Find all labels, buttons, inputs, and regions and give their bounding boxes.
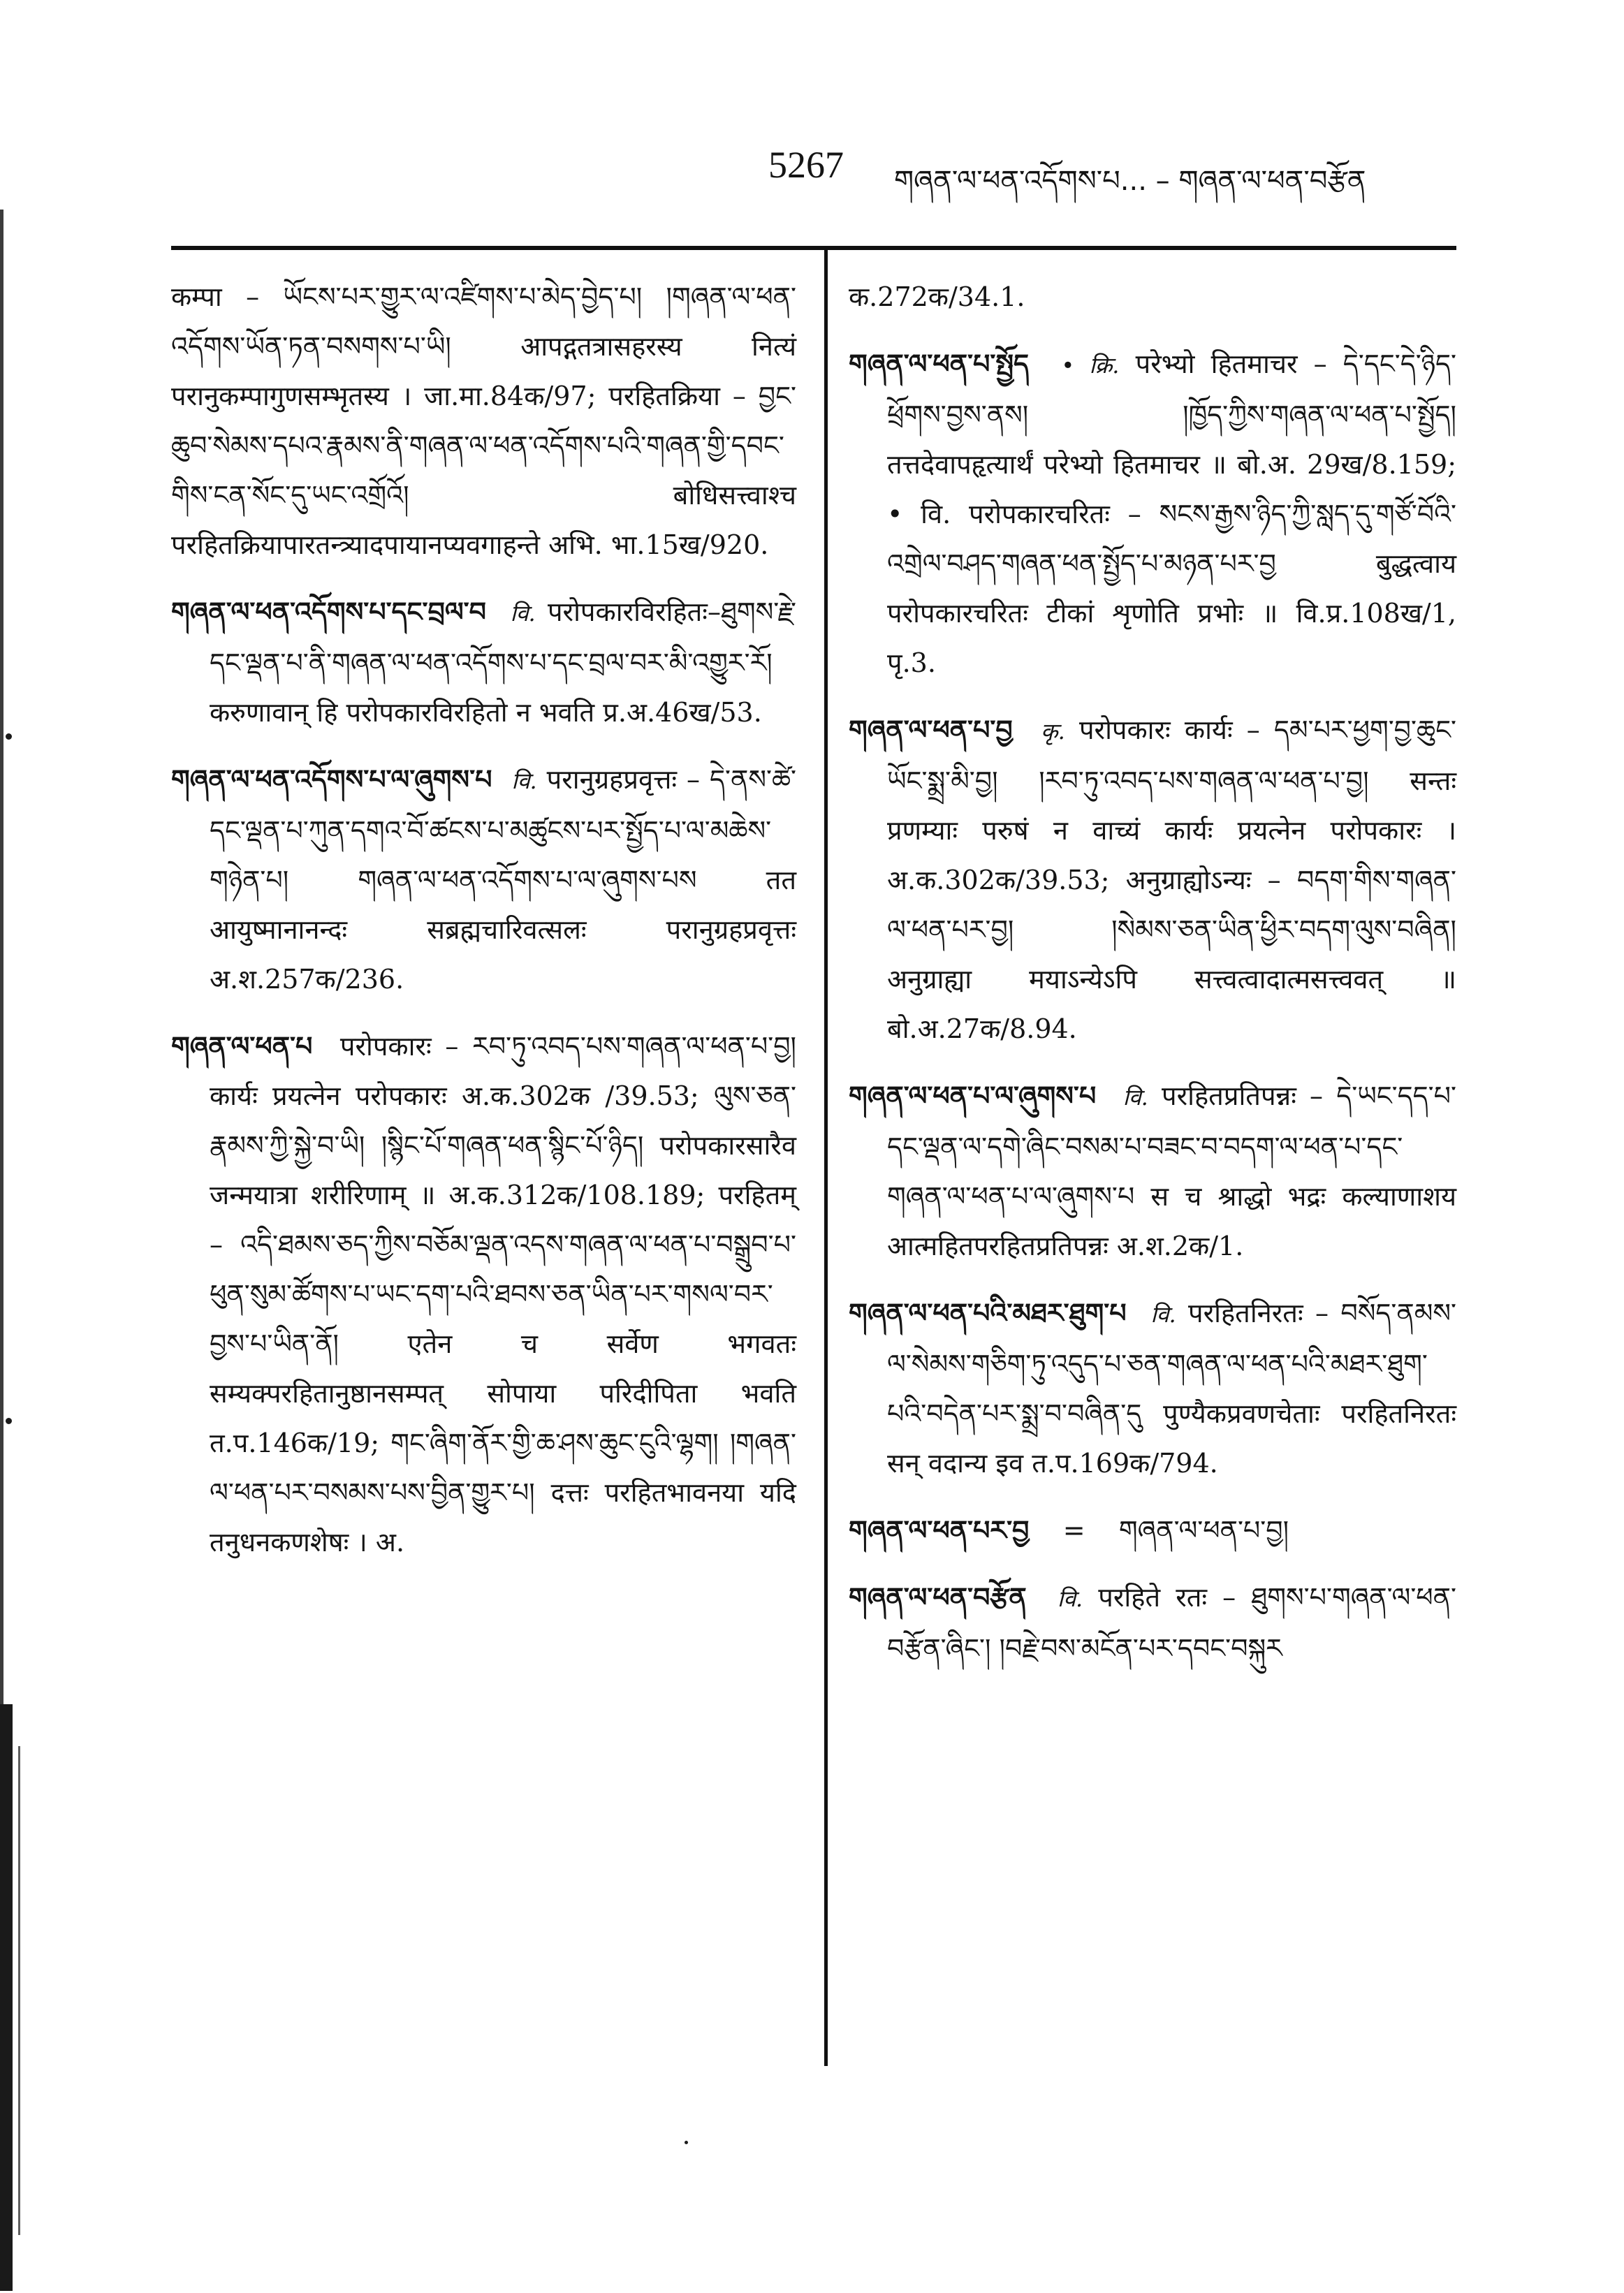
scan-edge-shadow bbox=[0, 1704, 13, 2291]
entry-headword: གཞན་ལ་ཕན་པ་སྤྱོད bbox=[849, 349, 1030, 379]
scan-edge-line bbox=[18, 1746, 20, 2235]
entry-text: परोपकारविरहितः–ཐུགས་རྗེ་དང་ལྡན་པ་ནི་གཞན་ལ་ཕན་འདོགས་པ་དང་བྲལ་བར་མི་འགྱུར་རོ། करुणावान् हि परोपकारविरहितो न भवति प्र.अ.46ख/53. bbox=[210, 596, 796, 728]
grammar-label: वि. bbox=[1150, 1301, 1176, 1328]
entry-text: परेभ्यो हितमाचर – དེ་དང་དེ་ཉིད་ཕྲོགས་བྱས་ནས། །ཁྱོད་ཀྱིས་གཞན་ལ་ཕན་པ་སྤྱོད། तत्तदेवापहृत्यार्थं परेभ्यो हितमाचर ॥ बो.अ. 29ख/8.159; • वि. परोपकारचरितः – སངས་རྒྱས་ཉིད་ཀྱི་སླད་དུ་གཙོ་བོའི་འགྲེལ་བཤད་གཞན་ཕན་སྤྱོད་པ་མཉན་པར་བྱ बुद्धत्वाय परोपकारचरितः टीकां शृणोति प्रभोः ॥ वि.प्र.108ख/1, पृ.3. bbox=[887, 349, 1456, 678]
dictionary-entry bbox=[849, 1573, 1456, 1673]
dictionary-entry bbox=[849, 1289, 1456, 1488]
entry-headword: གཞན་ལ་ཕན་བརྩོན bbox=[849, 1582, 1027, 1613]
grammar-label: वि. bbox=[1057, 1585, 1083, 1612]
entry-headword: གཞན་ལ་ཕན་པར་བྱ bbox=[849, 1515, 1030, 1546]
entry-text: परहितप्रतिपन्नः – དེ་ཡང་དད་པ་དང་ལྡན་ལ་དགེ་ཞིང་བསམ་པ་བཟང་བ་བདག་ལ་ཕན་པ་དང་གཞན་ལ་ཕན་པ་ལ་ཞུགས་པ स च श्राद्धो भद्रः कल्याणाशय आत्महितपरहितप्रतिपन्नः अ.श.2क/1. bbox=[887, 1080, 1456, 1261]
grammar-label: कृ. bbox=[1041, 718, 1065, 745]
scan-speck bbox=[6, 1418, 12, 1424]
entry-headword: གཞན་ལ་ཕན་འདོགས་པ་དང་བྲལ་བ bbox=[171, 596, 486, 627]
right-column bbox=[849, 272, 1456, 1691]
scan-speck bbox=[685, 2141, 688, 2144]
entry-text: परहिते रतः – ཐུགས་པ་གཞན་ལ་ཕན་བརྩོན་ཞིང་། །བརྗེ་བས་མངོན་པར་དབང་བསྐུར bbox=[887, 1582, 1456, 1664]
grammar-label: वि. bbox=[510, 600, 536, 627]
scan-speck bbox=[6, 733, 12, 740]
dictionary-entry bbox=[171, 1022, 796, 1567]
dictionary-entry bbox=[171, 755, 796, 1004]
left-column bbox=[171, 272, 796, 1585]
dictionary-entry bbox=[849, 705, 1456, 1054]
entry-headword: གཞན་ལ་ཕན་པ bbox=[171, 1031, 313, 1062]
dictionary-entry bbox=[849, 1071, 1456, 1271]
entry-text: कम्पा – ཡོངས་པར་གྱུར་ལ་འཛིགས་པ་མེད་བྱེད་པ། །གཞན་ལ་ཕན་འདོགས་ཡོན་ཏན་བསགས་པ་ཡི། आपद्गतत्रासहरस्य नित्यं परानुकम्पागुणसम्भृतस्य । जा.मा.84क/97; परहितक्रिया – བྱང་ཆུབ་སེམས་དཔའ་རྣམས་ནི་གཞན་ལ་ཕན་འདོགས་པའི་གཞན་གྱི་དབང་གིས་ངན་སོང་དུ་ཡང་འགྲོའོ། बोधिसत्त्वाश्च परहितक्रियापारतन्त्र्यादपायानप्यवगाहन्ते अभि. भा.15ख/920. bbox=[171, 281, 796, 560]
running-head: གཞན་ལ་ཕན་འདོགས་པ... – གཞན་ལ་ཕན་བརྩོན bbox=[894, 165, 1366, 197]
entry-text: परोपकारः कार्यः – དམ་པར་ཕྱག་བྱ་ཆུང་ཡོང་སྨྲ་མི་བྱ། །རབ་ཏུ་འབད་པས་གཞན་ལ་ཕན་པ་བྱ། सन्तः प्रणम्याः परुषं न वाच्यं कार्यः प्रयत्नेन परोपकारः । अ.क.302क/39.53; अनुग्राह्योऽन्यः – བདག་གིས་གཞན་ལ་ཕན་པར་བྱ། །སེམས་ཅན་ཡིན་ཕྱིར་བདག་ལུས་བཞིན། अनुग्राह्या मयाऽन्येऽपि सत्त्वत्वादात्मसत्त्ववत् ॥ बो.अ.27क/8.94. bbox=[887, 715, 1456, 1044]
dictionary-entry bbox=[171, 587, 796, 738]
cross-reference: གཞན་ལ་ཕན་པ་བྱ། bbox=[1118, 1515, 1289, 1546]
grammar-label: वि. bbox=[511, 768, 537, 794]
entry-headword: གཞན་ལ་ཕན་པ་ལ་ཞུགས་པ bbox=[849, 1080, 1097, 1111]
header-rule bbox=[171, 246, 1456, 250]
entry-headword: གཞན་ལ་ཕན་པ་བྱ bbox=[849, 715, 1013, 745]
grammar-label: वि. bbox=[1122, 1084, 1148, 1111]
entry-text: परानुग्रहप्रवृत्तः – དེ་ནས་ཚེ་དང་ལྡན་པ་ཀུན་དགའ་བོ་ཚངས་པ་མཚུངས་པར་སྤྱོད་པ་ལ་མཆེས་གཉེན་པ། གཞན་ལ་ཕན་འདོགས་པ་ལ་ཞུགས་པས तत आयुष्मानानन्दः सब्रह्मचारिवत्सलः परानुग्रहप्रवृत्तः अ.श.257क/236. bbox=[210, 764, 796, 995]
scan-edge-line bbox=[0, 210, 3, 1746]
dictionary-entry bbox=[849, 339, 1456, 688]
dictionary-entry bbox=[849, 1506, 1456, 1555]
grammar-label: • क्रि. bbox=[1061, 352, 1120, 379]
dictionary-entry bbox=[171, 272, 796, 570]
page-header bbox=[768, 143, 1481, 199]
equals-sign: = bbox=[1062, 1515, 1085, 1546]
entry-text: परोपकारः – རབ་ཏུ་འབད་པས་གཞན་ལ་ཕན་པ་བྱ། कार्यः प्रयत्नेन परोपकारः अ.क.302क /39.53; ལུས་ཅན་རྣམས་ཀྱི་སྐྱེ་བ་ཡི། །སྙིང་པོ་གཞན་ཕན་སྙིང་པོ་ཉིད། परोपकारसारैव जन्मयात्रा शरीरिणाम् ॥ अ.क.312क/108.189; परहितम् – འདི་ཐམས་ཅད་ཀྱིས་བཅོམ་ལྡན་འདས་གཞན་ལ་ཕན་པ་བསྒྲུབ་པ་ཕུན་སུམ་ཚོགས་པ་ཡང་དག་པའི་ཐབས་ཅན་ཡིན་པར་གསལ་བར་བྱས་པ་ཡིན་ནོ། एतेन च सर्वेण भगवतः सम्यक्परहितानुष्ठानसम्पत् सोपाया परिदीपिता भवति त.प.146क/19; གང་ཞིག་ནོར་གྱི་ཆ་ཤས་ཆུང་ངུའི་ལྷག། །གཞན་ལ་ཕན་པར་བསམས་པས་བྱིན་གྱུར་པ། दत्तः परहितभावनया यदि तनुधनकणशेषः । अ. bbox=[210, 1031, 796, 1558]
page-number: 5267 bbox=[768, 144, 844, 186]
column-divider bbox=[824, 250, 828, 2066]
dictionary-entry bbox=[849, 272, 1456, 322]
entry-headword: གཞན་ལ་ཕན་པའི་མཐར་ཐུག་པ bbox=[849, 1298, 1127, 1328]
entry-headword: གཞན་ལ་ཕན་འདོགས་པ་ལ་ཞུགས་པ bbox=[171, 764, 492, 795]
entry-text: क.272क/34.1. bbox=[849, 281, 1025, 312]
entry-text: परहितनिरतः – བསོད་ནམས་ལ་སེམས་གཅིག་ཏུ་འདུད་པ་ཅན་གཞན་ལ་ཕན་པའི་མཐར་ཐུག་པའི་བདེན་པར་སྨྲ་བ་བཞིན་དུ पुण्यैकप्रवणचेताः परहितनिरतः सन् वदान्य इव त.प.169क/794. bbox=[887, 1298, 1456, 1479]
